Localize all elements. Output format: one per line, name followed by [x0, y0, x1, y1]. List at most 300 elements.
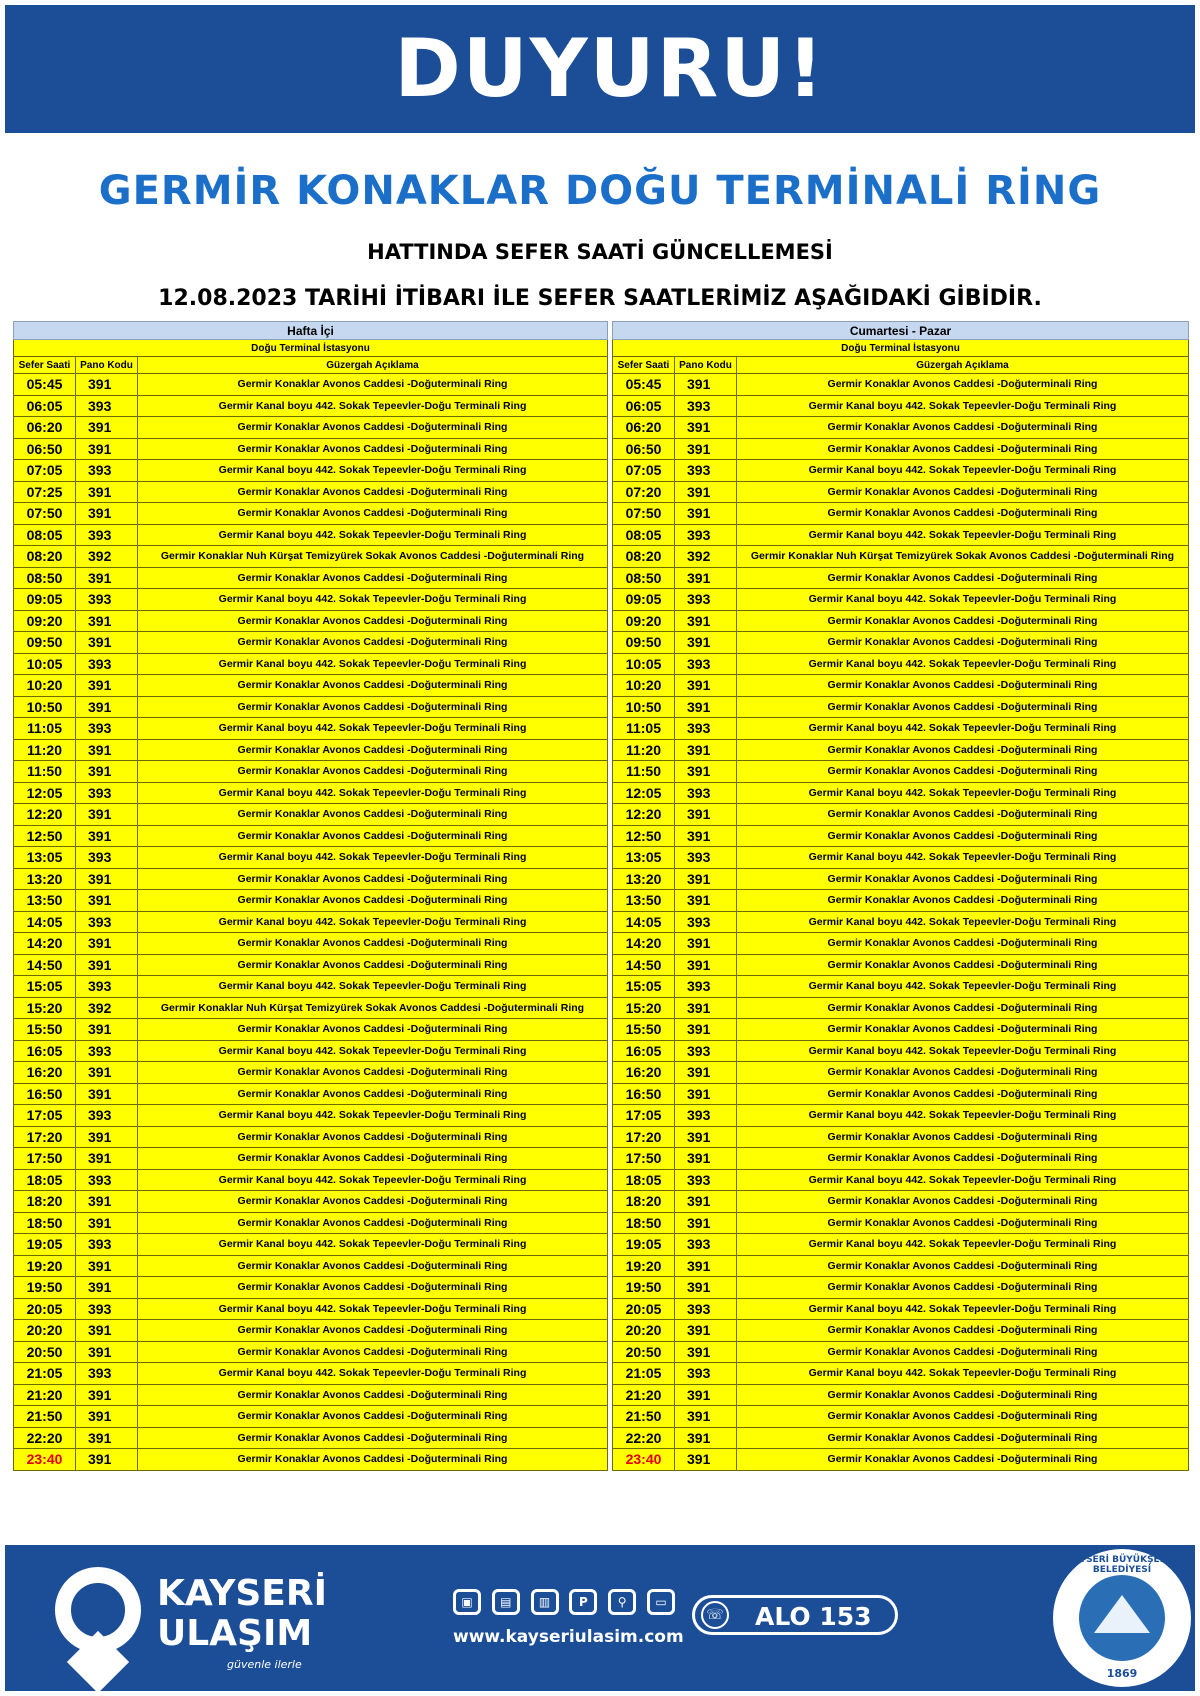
route-description: Germir Kanal boyu 442. Sokak Tepeevler-Doğu Terminali Ring	[737, 653, 1189, 675]
departure-time: 19:05	[14, 1234, 76, 1256]
departure-time: 15:20	[14, 997, 76, 1019]
board-code: 391	[76, 417, 138, 439]
effective-date-notice: 12.08.2023 TARİHİ İTİBARI İLE SEFER SAATLERİMİZ AŞAĞIDAKİ GİBİDİR.	[158, 286, 1042, 311]
departure-time: 18:50	[14, 1212, 76, 1234]
departure-time: 21:50	[14, 1406, 76, 1428]
route-description: Germir Konaklar Avonos Caddesi -Doğuterminali Ring	[737, 1148, 1189, 1170]
departure-time: 07:20	[613, 481, 675, 503]
board-code: 393	[675, 460, 737, 482]
board-code: 391	[76, 1062, 138, 1084]
board-code: 391	[675, 632, 737, 654]
board-code: 391	[675, 1384, 737, 1406]
board-code: 391	[675, 890, 737, 912]
departure-time: 15:05	[613, 976, 675, 998]
column-header-route: Güzergah Açıklama	[737, 357, 1189, 374]
board-code: 391	[76, 632, 138, 654]
board-code: 391	[675, 417, 737, 439]
board-code: 393	[675, 847, 737, 869]
board-code: 391	[76, 1126, 138, 1148]
board-code: 391	[76, 739, 138, 761]
route-description: Germir Konaklar Avonos Caddesi -Doğuterminali Ring	[138, 1384, 608, 1406]
route-description: Germir Konaklar Avonos Caddesi -Doğuterminali Ring	[138, 1126, 608, 1148]
route-description: Germir Kanal boyu 442. Sokak Tepeevler-Doğu Terminali Ring	[138, 1169, 608, 1191]
board-code: 391	[76, 1384, 138, 1406]
table-row	[613, 675, 1189, 697]
route-description: Germir Konaklar Avonos Caddesi -Doğuterminali Ring	[737, 1212, 1189, 1234]
route-description: Germir Kanal boyu 442. Sokak Tepeevler-Doğu Terminali Ring	[138, 976, 608, 998]
departure-time: 06:20	[613, 417, 675, 439]
departure-time: 21:20	[14, 1384, 76, 1406]
route-description: Germir Konaklar Nuh Kürşat Temizyürek Sokak Avonos Caddesi -Doğuterminali Ring	[138, 546, 608, 568]
departure-time: 06:05	[613, 395, 675, 417]
board-code: 393	[76, 460, 138, 482]
departure-time: 13:05	[14, 847, 76, 869]
departure-time: 22:20	[14, 1427, 76, 1449]
board-code: 391	[675, 1083, 737, 1105]
table-row	[613, 1040, 1189, 1062]
brand-slogan: güvenle ilerle	[227, 1658, 302, 1671]
route-description: Germir Konaklar Avonos Caddesi -Doğuterminali Ring	[737, 675, 1189, 697]
table-row	[14, 976, 608, 998]
departure-time: 09:20	[14, 610, 76, 632]
departure-time: 16:50	[14, 1083, 76, 1105]
departure-time: 14:20	[613, 933, 675, 955]
table-row	[613, 782, 1189, 804]
route-description: Germir Konaklar Avonos Caddesi -Doğuterminali Ring	[138, 868, 608, 890]
board-code: 391	[76, 804, 138, 826]
weekday-title: Hafta İçi	[14, 322, 608, 340]
table-row	[613, 847, 1189, 869]
table-row	[14, 610, 608, 632]
table-row	[613, 1062, 1189, 1084]
route-description: Germir Kanal boyu 442. Sokak Tepeevler-Doğu Terminali Ring	[737, 1105, 1189, 1127]
board-code: 391	[76, 1019, 138, 1041]
table-row	[14, 1320, 608, 1342]
table-row	[14, 1126, 608, 1148]
route-description: Germir Konaklar Avonos Caddesi -Doğuterminali Ring	[737, 761, 1189, 783]
departure-time: 18:05	[613, 1169, 675, 1191]
departure-time: 18:05	[14, 1169, 76, 1191]
table-row	[14, 1169, 608, 1191]
board-code: 393	[76, 589, 138, 611]
board-code: 393	[76, 1298, 138, 1320]
departure-time: 11:50	[14, 761, 76, 783]
departure-time: 12:05	[14, 782, 76, 804]
table-row	[613, 503, 1189, 525]
table-row	[613, 1105, 1189, 1127]
brand-name-line2: ULAŞIM	[157, 1613, 313, 1654]
table-row	[14, 933, 608, 955]
route-description: Germir Konaklar Avonos Caddesi -Doğuterminali Ring	[737, 567, 1189, 589]
board-code: 391	[76, 610, 138, 632]
board-code: 391	[675, 1126, 737, 1148]
table-row	[613, 1298, 1189, 1320]
departure-time: 14:20	[14, 933, 76, 955]
table-row	[613, 997, 1189, 1019]
board-code: 393	[675, 589, 737, 611]
board-code: 393	[76, 524, 138, 546]
route-description: Germir Kanal boyu 442. Sokak Tepeevler-Doğu Terminali Ring	[737, 976, 1189, 998]
departure-time: 10:20	[14, 675, 76, 697]
table-row	[14, 718, 608, 740]
table-row	[14, 911, 608, 933]
table-row	[613, 1449, 1189, 1471]
banner-title: DUYURU!	[394, 22, 826, 115]
table-row	[613, 825, 1189, 847]
departure-time: 12:05	[613, 782, 675, 804]
board-code: 391	[675, 954, 737, 976]
hotline-number: ALO 153	[755, 1602, 872, 1631]
route-description: Germir Konaklar Avonos Caddesi -Doğuterminali Ring	[138, 890, 608, 912]
table-row	[14, 503, 608, 525]
route-description: Germir Konaklar Avonos Caddesi -Doğuterminali Ring	[737, 1191, 1189, 1213]
route-description: Germir Konaklar Avonos Caddesi -Doğuterminali Ring	[138, 1062, 608, 1084]
table-row	[613, 1427, 1189, 1449]
mountain-icon	[1094, 1595, 1150, 1633]
departure-time: 21:20	[613, 1384, 675, 1406]
table-row	[613, 1234, 1189, 1256]
route-description: Germir Konaklar Avonos Caddesi -Doğuterminali Ring	[737, 804, 1189, 826]
board-code: 393	[76, 1105, 138, 1127]
table-row	[613, 1363, 1189, 1385]
departure-time: 10:50	[14, 696, 76, 718]
route-description: Germir Kanal boyu 442. Sokak Tepeevler-Doğu Terminali Ring	[138, 1298, 608, 1320]
route-description: Germir Konaklar Avonos Caddesi -Doğuterminali Ring	[138, 417, 608, 439]
table-row	[613, 739, 1189, 761]
departure-time: 11:20	[613, 739, 675, 761]
route-description: Germir Konaklar Avonos Caddesi -Doğuterminali Ring	[138, 1191, 608, 1213]
board-code: 391	[675, 374, 737, 396]
route-description: Germir Kanal boyu 442. Sokak Tepeevler-Doğu Terminali Ring	[737, 1169, 1189, 1191]
weekday-schedule-table	[13, 321, 608, 1471]
table-row	[14, 804, 608, 826]
board-code: 391	[76, 1449, 138, 1471]
board-code: 393	[675, 1169, 737, 1191]
board-code: 391	[76, 954, 138, 976]
route-description: Germir Konaklar Avonos Caddesi -Doğuterminali Ring	[138, 696, 608, 718]
board-code: 391	[76, 567, 138, 589]
departure-time: 07:05	[14, 460, 76, 482]
departure-time: 17:20	[14, 1126, 76, 1148]
table-row	[613, 933, 1189, 955]
table-row	[613, 610, 1189, 632]
departure-time: 10:50	[613, 696, 675, 718]
board-code: 393	[76, 1363, 138, 1385]
route-description: Germir Kanal boyu 442. Sokak Tepeevler-Doğu Terminali Ring	[138, 911, 608, 933]
column-header-time: Sefer Saati	[14, 357, 76, 374]
seal-text: KAYSERİ BÜYÜKŞEHİR BELEDİYESİ	[1066, 1555, 1178, 1575]
table-row	[613, 1341, 1189, 1363]
board-code: 393	[76, 911, 138, 933]
departure-time: 11:20	[14, 739, 76, 761]
table-row	[14, 653, 608, 675]
board-code: 391	[675, 1255, 737, 1277]
weekend-schedule-table	[612, 321, 1189, 1471]
route-description: Germir Kanal boyu 442. Sokak Tepeevler-Doğu Terminali Ring	[138, 847, 608, 869]
table-row	[613, 546, 1189, 568]
route-description: Germir Konaklar Avonos Caddesi -Doğuterminali Ring	[737, 1320, 1189, 1342]
departure-time: 12:20	[14, 804, 76, 826]
route-description: Germir Konaklar Avonos Caddesi -Doğuterminali Ring	[138, 481, 608, 503]
route-description: Germir Kanal boyu 442. Sokak Tepeevler-Doğu Terminali Ring	[138, 589, 608, 611]
board-code: 391	[76, 1255, 138, 1277]
table-row	[14, 632, 608, 654]
departure-time: 05:45	[613, 374, 675, 396]
route-description: Germir Kanal boyu 442. Sokak Tepeevler-Doğu Terminali Ring	[737, 395, 1189, 417]
bicycle-icon: ⚲	[608, 1589, 636, 1615]
route-description: Germir Kanal boyu 442. Sokak Tepeevler-Doğu Terminali Ring	[138, 782, 608, 804]
table-row	[613, 1255, 1189, 1277]
route-description: Germir Konaklar Avonos Caddesi -Doğuterminali Ring	[138, 567, 608, 589]
board-code: 391	[76, 696, 138, 718]
table-row	[613, 395, 1189, 417]
table-row	[613, 1212, 1189, 1234]
route-description: Germir Konaklar Avonos Caddesi -Doğuterminali Ring	[138, 954, 608, 976]
announcement-banner	[5, 5, 1195, 133]
board-code: 391	[675, 1148, 737, 1170]
table-row	[14, 1277, 608, 1299]
board-code: 391	[675, 739, 737, 761]
municipality-seal	[1053, 1549, 1191, 1687]
board-code: 391	[675, 1427, 737, 1449]
table-row	[14, 739, 608, 761]
route-description: Germir Konaklar Avonos Caddesi -Doğuterminali Ring	[138, 1083, 608, 1105]
board-code: 391	[675, 610, 737, 632]
bus-icon: ▤	[492, 1589, 520, 1615]
departure-time: 11:05	[613, 718, 675, 740]
departure-time: 14:05	[613, 911, 675, 933]
departure-time: 08:20	[14, 546, 76, 568]
board-code: 391	[675, 1191, 737, 1213]
route-description: Germir Konaklar Avonos Caddesi -Doğuterminali Ring	[737, 1126, 1189, 1148]
route-description: Germir Konaklar Avonos Caddesi -Doğuterminali Ring	[737, 997, 1189, 1019]
departure-time: 17:05	[613, 1105, 675, 1127]
departure-time: 07:05	[613, 460, 675, 482]
table-row	[613, 374, 1189, 396]
route-description: Germir Kanal boyu 442. Sokak Tepeevler-Doğu Terminali Ring	[138, 460, 608, 482]
route-description: Germir Konaklar Avonos Caddesi -Doğuterminali Ring	[737, 933, 1189, 955]
route-description: Germir Konaklar Avonos Caddesi -Doğuterminali Ring	[138, 804, 608, 826]
route-description: Germir Konaklar Avonos Caddesi -Doğuterminali Ring	[737, 481, 1189, 503]
route-description: Germir Konaklar Avonos Caddesi -Doğuterminali Ring	[737, 374, 1189, 396]
board-code: 391	[675, 825, 737, 847]
route-description: Germir Konaklar Avonos Caddesi -Doğuterminali Ring	[138, 1255, 608, 1277]
board-code: 391	[675, 1062, 737, 1084]
route-description: Germir Kanal boyu 442. Sokak Tepeevler-Doğu Terminali Ring	[737, 589, 1189, 611]
table-row	[14, 1105, 608, 1127]
table-row	[613, 890, 1189, 912]
phone-icon: ☏	[701, 1601, 729, 1629]
departure-time: 08:05	[613, 524, 675, 546]
table-row	[14, 1406, 608, 1428]
route-description: Germir Konaklar Avonos Caddesi -Doğuterminali Ring	[138, 1320, 608, 1342]
board-code: 391	[76, 1191, 138, 1213]
board-code: 393	[675, 653, 737, 675]
route-description: Germir Konaklar Avonos Caddesi -Doğuterminali Ring	[737, 1406, 1189, 1428]
table-row	[613, 1169, 1189, 1191]
board-code: 391	[76, 1277, 138, 1299]
departure-time: 13:05	[613, 847, 675, 869]
table-row	[14, 1341, 608, 1363]
route-description: Germir Kanal boyu 442. Sokak Tepeevler-Doğu Terminali Ring	[737, 782, 1189, 804]
table-row	[14, 546, 608, 568]
board-code: 393	[76, 1234, 138, 1256]
board-code: 391	[675, 1277, 737, 1299]
board-code: 391	[675, 761, 737, 783]
table-row	[613, 438, 1189, 460]
route-description: Germir Kanal boyu 442. Sokak Tepeevler-Doğu Terminali Ring	[737, 1234, 1189, 1256]
table-row	[14, 761, 608, 783]
table-row	[14, 696, 608, 718]
route-description: Germir Konaklar Avonos Caddesi -Doğuterminali Ring	[138, 825, 608, 847]
board-code: 393	[675, 524, 737, 546]
route-description: Germir Kanal boyu 442. Sokak Tepeevler-Doğu Terminali Ring	[737, 524, 1189, 546]
departure-time: 18:20	[613, 1191, 675, 1213]
departure-time: 13:20	[14, 868, 76, 890]
board-code: 393	[675, 782, 737, 804]
route-description: Germir Konaklar Avonos Caddesi -Doğuterminali Ring	[138, 1212, 608, 1234]
board-code: 391	[76, 825, 138, 847]
departure-time: 11:50	[613, 761, 675, 783]
route-description: Germir Konaklar Avonos Caddesi -Doğuterminali Ring	[138, 1148, 608, 1170]
route-description: Germir Kanal boyu 442. Sokak Tepeevler-Doğu Terminali Ring	[138, 1363, 608, 1385]
departure-time: 16:05	[613, 1040, 675, 1062]
table-row	[14, 825, 608, 847]
departure-time: 14:50	[613, 954, 675, 976]
seal-emblem	[1079, 1575, 1165, 1661]
table-row	[613, 653, 1189, 675]
brand-name-line1: KAYSERİ	[157, 1573, 328, 1614]
route-description: Germir Konaklar Avonos Caddesi -Doğuterminali Ring	[737, 1083, 1189, 1105]
departure-time: 17:05	[14, 1105, 76, 1127]
table-row	[14, 1427, 608, 1449]
table-row	[14, 890, 608, 912]
departure-time: 20:05	[613, 1298, 675, 1320]
board-code: 391	[675, 675, 737, 697]
table-row	[613, 524, 1189, 546]
table-row	[14, 1363, 608, 1385]
departure-time: 22:20	[613, 1427, 675, 1449]
route-description: Germir Konaklar Avonos Caddesi -Doğuterminali Ring	[737, 696, 1189, 718]
taxi-parking-icon: P	[569, 1589, 597, 1615]
table-row	[613, 1191, 1189, 1213]
route-description: Germir Konaklar Avonos Caddesi -Doğuterminali Ring	[138, 1406, 608, 1428]
departure-time: 12:50	[14, 825, 76, 847]
board-code: 391	[76, 1212, 138, 1234]
table-row	[613, 804, 1189, 826]
table-row	[613, 481, 1189, 503]
tram-icon: ▣	[453, 1589, 481, 1615]
departure-time: 19:20	[14, 1255, 76, 1277]
route-description: Germir Konaklar Avonos Caddesi -Doğuterminali Ring	[737, 610, 1189, 632]
departure-time: 16:05	[14, 1040, 76, 1062]
hotline-badge[interactable]	[692, 1595, 898, 1635]
table-row	[14, 1062, 608, 1084]
card-payment-icon: ▭	[647, 1589, 675, 1615]
board-code: 391	[675, 997, 737, 1019]
departure-time: 06:20	[14, 417, 76, 439]
departure-time: 09:05	[613, 589, 675, 611]
board-code: 391	[76, 933, 138, 955]
departure-time: 20:50	[14, 1341, 76, 1363]
route-description: Germir Konaklar Avonos Caddesi -Doğuterminali Ring	[138, 374, 608, 396]
website-link[interactable]: www.kayseriulasim.com	[453, 1627, 684, 1647]
board-code: 393	[675, 1234, 737, 1256]
board-code: 391	[76, 503, 138, 525]
column-header-route: Güzergah Açıklama	[138, 357, 608, 374]
transport-icons	[453, 1589, 675, 1615]
departure-time: 16:20	[613, 1062, 675, 1084]
route-description: Germir Konaklar Avonos Caddesi -Doğuterminali Ring	[138, 739, 608, 761]
table-row	[613, 1019, 1189, 1041]
route-description: Germir Konaklar Avonos Caddesi -Doğuterminali Ring	[138, 1341, 608, 1363]
table-row	[613, 1320, 1189, 1342]
board-code: 392	[76, 997, 138, 1019]
column-header-code: Pano Kodu	[675, 357, 737, 374]
board-code: 391	[675, 1212, 737, 1234]
board-code: 391	[675, 804, 737, 826]
route-description: Germir Konaklar Avonos Caddesi -Doğuterminali Ring	[138, 610, 608, 632]
departure-time: 08:50	[14, 567, 76, 589]
departure-time: 13:50	[613, 890, 675, 912]
column-header-code: Pano Kodu	[76, 357, 138, 374]
table-row	[14, 589, 608, 611]
table-row	[613, 718, 1189, 740]
board-code: 391	[675, 567, 737, 589]
departure-time: 18:20	[14, 1191, 76, 1213]
route-description: Germir Kanal boyu 442. Sokak Tepeevler-Doğu Terminali Ring	[737, 460, 1189, 482]
departure-time: 15:50	[14, 1019, 76, 1041]
departure-time: 23:40	[14, 1449, 76, 1471]
board-code: 391	[76, 761, 138, 783]
board-code: 393	[675, 1105, 737, 1127]
table-row	[613, 911, 1189, 933]
board-code: 393	[76, 653, 138, 675]
route-description: Germir Konaklar Avonos Caddesi -Doğuterminali Ring	[737, 890, 1189, 912]
departure-time: 18:50	[613, 1212, 675, 1234]
departure-time: 15:50	[613, 1019, 675, 1041]
table-row	[613, 761, 1189, 783]
table-row	[613, 1148, 1189, 1170]
board-code: 393	[675, 718, 737, 740]
table-row	[14, 997, 608, 1019]
table-row	[613, 976, 1189, 998]
route-description: Germir Konaklar Avonos Caddesi -Doğuterminali Ring	[138, 632, 608, 654]
board-code: 392	[675, 546, 737, 568]
departure-time: 08:50	[613, 567, 675, 589]
table-row	[613, 696, 1189, 718]
table-row	[613, 1406, 1189, 1428]
table-row	[14, 1148, 608, 1170]
board-code: 391	[76, 1148, 138, 1170]
route-description: Germir Kanal boyu 442. Sokak Tepeevler-Doğu Terminali Ring	[138, 1105, 608, 1127]
board-code: 393	[675, 395, 737, 417]
table-row	[14, 567, 608, 589]
departure-time: 08:05	[14, 524, 76, 546]
departure-time: 07:50	[14, 503, 76, 525]
route-description: Germir Konaklar Avonos Caddesi -Doğuterminali Ring	[138, 1019, 608, 1041]
departure-time: 06:05	[14, 395, 76, 417]
board-code: 393	[76, 976, 138, 998]
table-row	[14, 438, 608, 460]
board-code: 391	[675, 868, 737, 890]
route-description: Germir Konaklar Avonos Caddesi -Doğuterminali Ring	[737, 825, 1189, 847]
route-description: Germir Kanal boyu 442. Sokak Tepeevler-Doğu Terminali Ring	[737, 911, 1189, 933]
board-code: 393	[675, 911, 737, 933]
route-title: GERMİR KONAKLAR DOĞU TERMİNALİ RİNG	[98, 168, 1102, 214]
departure-time: 13:20	[613, 868, 675, 890]
table-row	[14, 1449, 608, 1471]
